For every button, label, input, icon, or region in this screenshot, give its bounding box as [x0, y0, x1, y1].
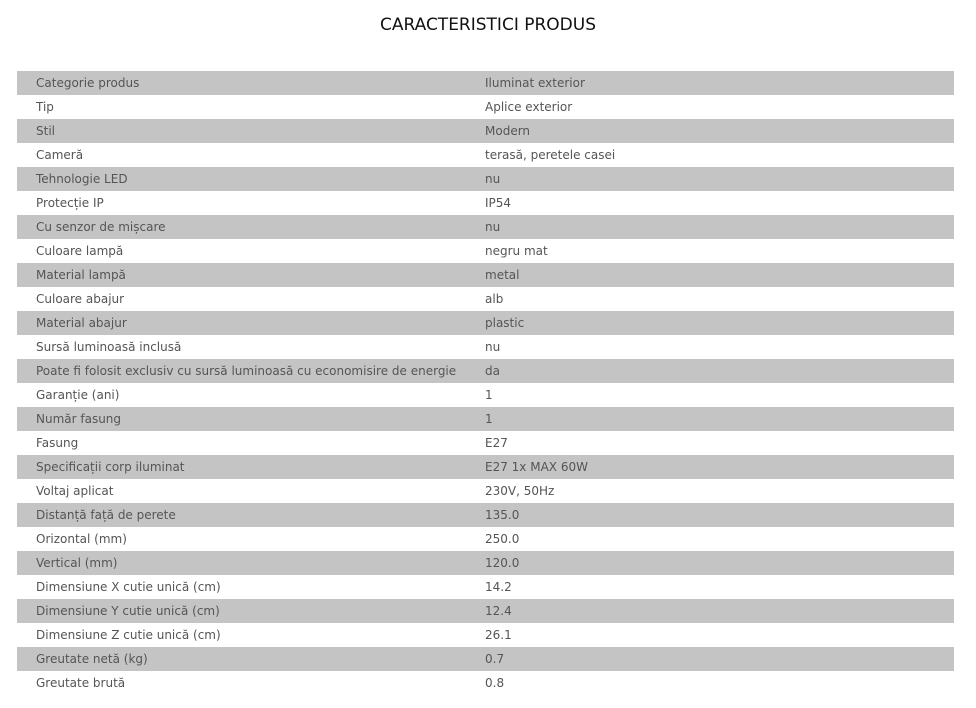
spec-row [17, 191, 954, 215]
spec-label: Vertical (mm) [36, 556, 118, 570]
spec-label: Specificații corp iluminat [36, 460, 185, 474]
spec-label: Sursă luminoasă inclusă [36, 340, 182, 354]
spec-value: 1 [485, 412, 493, 426]
spec-label: Garanție (ani) [36, 388, 120, 402]
spec-row [17, 287, 954, 311]
spec-label: Poate fi folosit exclusiv cu sursă luminoasă cu economisire de energie [36, 364, 457, 378]
spec-row [17, 623, 954, 647]
spec-row [17, 359, 954, 383]
spec-value: 250.0 [485, 532, 520, 546]
spec-value: 14.2 [485, 580, 512, 594]
spec-value: E27 [485, 436, 508, 450]
spec-row [17, 383, 954, 407]
spec-row [17, 335, 954, 359]
spec-row [17, 167, 954, 191]
spec-value: terasă, peretele casei [485, 148, 616, 162]
spec-row [17, 311, 954, 335]
spec-row [17, 551, 954, 575]
spec-value: 120.0 [485, 556, 520, 570]
spec-row [17, 71, 954, 95]
spec-label: Greutate brută [36, 676, 126, 690]
spec-value: nu [485, 340, 501, 354]
spec-value: Aplice exterior [485, 100, 573, 114]
spec-label: Protecție IP [36, 196, 104, 210]
spec-label: Categorie produs [36, 76, 140, 90]
spec-label: Orizontal (mm) [36, 532, 127, 546]
spec-label: Tehnologie LED [36, 172, 128, 186]
spec-value: nu [485, 220, 501, 234]
spec-label: Dimensiune X cutie unică (cm) [36, 580, 221, 594]
spec-value: Modern [485, 124, 531, 138]
spec-value: 1 [485, 388, 493, 402]
spec-value: 135.0 [485, 508, 520, 522]
spec-row [17, 647, 954, 671]
spec-label: Culoare lampă [36, 244, 124, 258]
spec-label: Material abajur [36, 316, 127, 330]
spec-row [17, 599, 954, 623]
spec-value: Iluminat exterior [485, 76, 585, 90]
spec-label: Număr fasung [36, 412, 122, 426]
spec-row [17, 143, 954, 167]
spec-row [17, 119, 954, 143]
spec-value: IP54 [485, 196, 512, 210]
spec-row [17, 455, 954, 479]
spec-label: Cameră [36, 148, 84, 162]
page-title: CARACTERISTICI PRODUS [379, 15, 597, 35]
spec-row [17, 503, 954, 527]
spec-row [17, 407, 954, 431]
spec-label: Tip [36, 100, 54, 114]
spec-label: Cu senzor de mișcare [36, 220, 166, 234]
spec-label: Distanță față de perete [36, 508, 176, 522]
spec-row [17, 431, 954, 455]
spec-value: negru mat [485, 244, 548, 258]
spec-value: alb [485, 292, 504, 306]
spec-value: da [485, 364, 500, 378]
spec-label: Material lampă [36, 268, 126, 282]
spec-value: metal [485, 268, 520, 282]
spec-value: 0.8 [485, 676, 505, 690]
spec-value: 12.4 [485, 604, 512, 618]
spec-row [17, 239, 954, 263]
spec-row [17, 527, 954, 551]
spec-value: 26.1 [485, 628, 512, 642]
spec-value: E27 1x MAX 60W [485, 460, 588, 474]
spec-value: plastic [485, 316, 525, 330]
spec-label: Greutate netă (kg) [36, 652, 148, 666]
spec-value: 0.7 [485, 652, 505, 666]
spec-label: Voltaj aplicat [36, 484, 114, 498]
spec-row [17, 575, 954, 599]
spec-row [17, 215, 954, 239]
spec-label: Dimensiune Y cutie unică (cm) [36, 604, 220, 618]
spec-label: Culoare abajur [36, 292, 125, 306]
spec-value: 230V, 50Hz [485, 484, 555, 498]
spec-row [17, 671, 954, 695]
spec-row [17, 479, 954, 503]
spec-label: Stil [36, 124, 55, 138]
spec-label: Dimensiune Z cutie unică (cm) [36, 628, 221, 642]
spec-row [17, 263, 954, 287]
spec-row [17, 95, 954, 119]
specs-table [17, 71, 954, 695]
spec-value: nu [485, 172, 501, 186]
spec-label: Fasung [36, 436, 79, 450]
